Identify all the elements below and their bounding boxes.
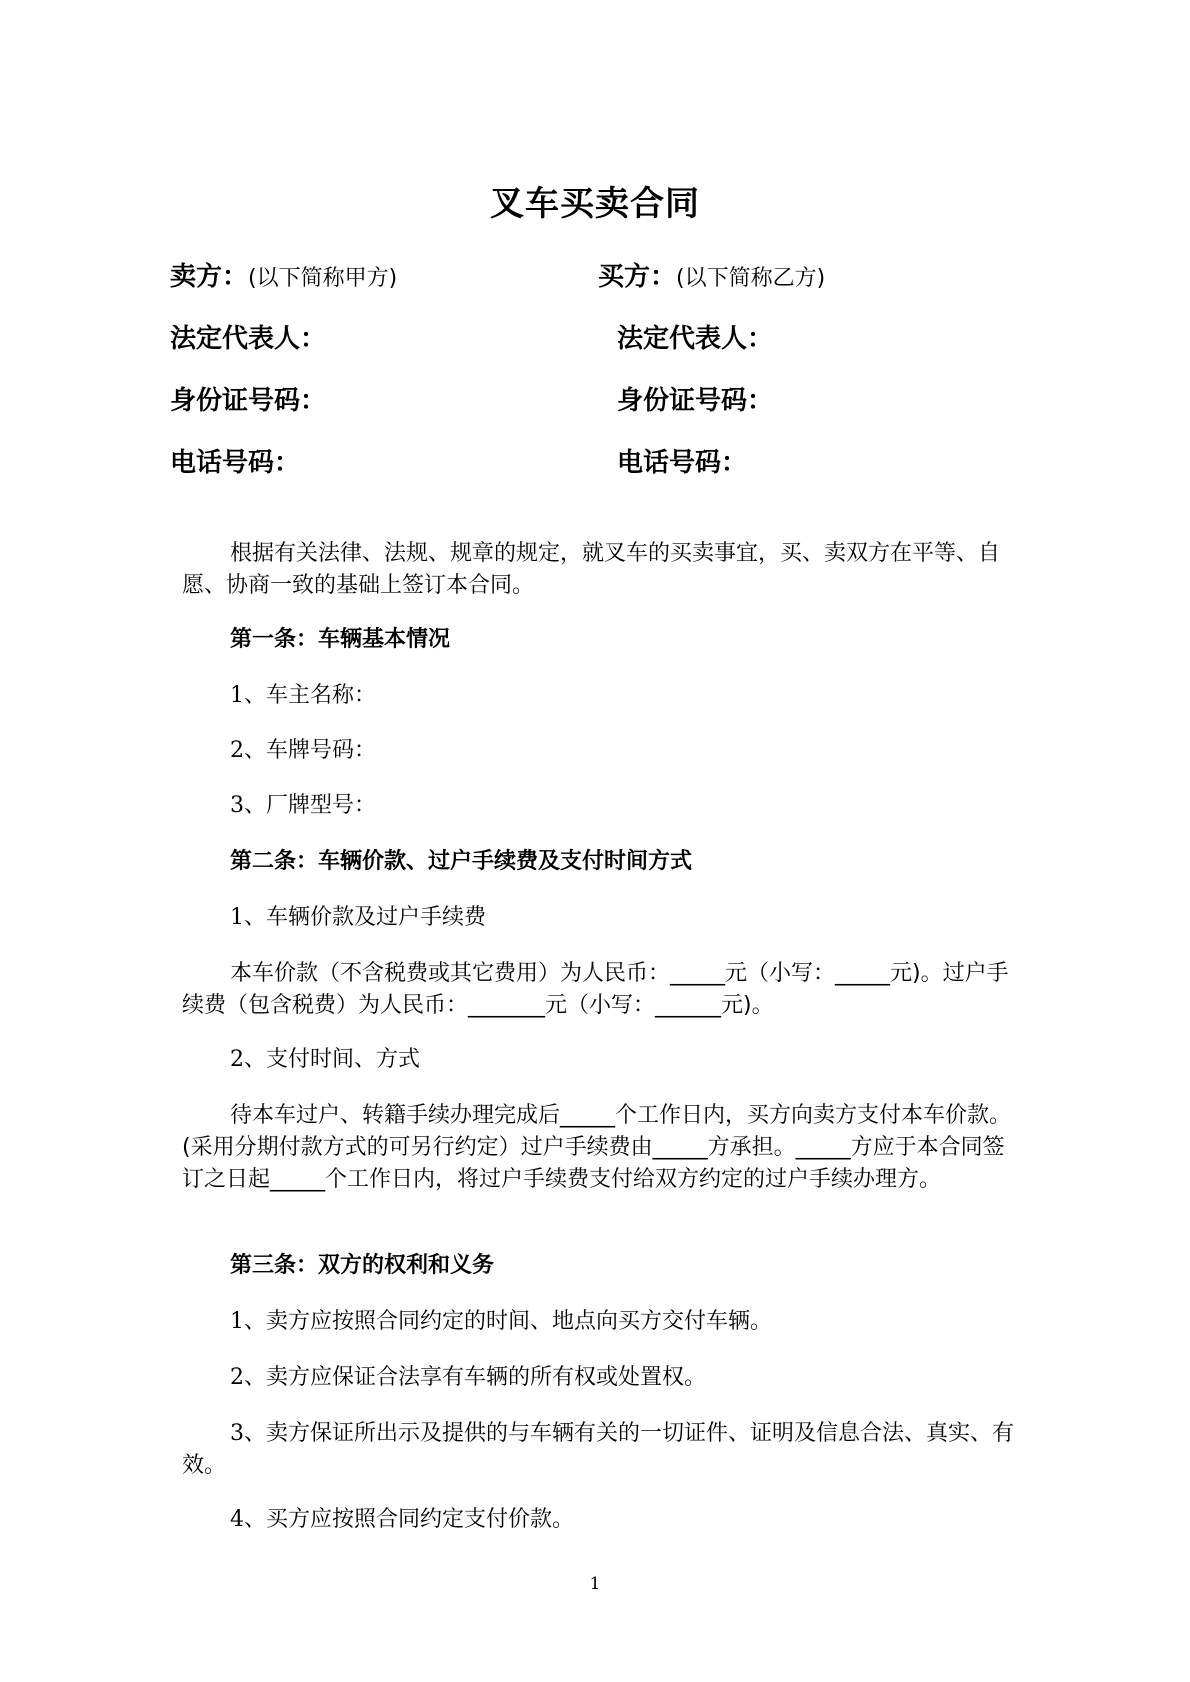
buyer-phone-label: 电话号码： (617, 448, 748, 478)
party-row-phone (0, 442, 1190, 482)
item-text: 、支付时间、方式 (244, 1047, 421, 1072)
party-row-legal-rep (0, 318, 1190, 358)
seller-field (170, 256, 397, 293)
item-number: 1 (230, 905, 244, 930)
item-number: 4 (230, 1507, 244, 1532)
buyer-field (598, 256, 825, 293)
item-text: 、车辆价款及过户手续费 (244, 905, 487, 930)
seller-legal-rep-label: 法定代表人： (170, 324, 327, 354)
party-row-names (0, 256, 1190, 296)
article3-item3 (182, 1418, 1022, 1482)
item-number: 3 (230, 793, 244, 818)
payment-paragraph: 待本车过户、转籍手续办理完成后_____个工作日内，买方向卖方支付本车价款。(采用分期付款方式的可另行约定）过户手续费由_____方承担。_____方应于本合同签订之日起_____个工作日内，将过户手续费支付给双方约定的过户手续办理方。 (182, 1103, 1012, 1192)
article1-item3 (230, 790, 376, 822)
article3-item4 (230, 1504, 574, 1536)
article2-item2 (230, 1044, 420, 1076)
page-number: 1 (589, 1574, 601, 1594)
buyer-note: (以下简称乙方) (676, 266, 826, 291)
article3-item1 (230, 1306, 772, 1338)
document-title: 叉车买卖合同 (490, 184, 700, 224)
seller-note: (以下简称甲方) (248, 266, 398, 291)
article1-item1 (230, 680, 376, 712)
item-number: 2 (230, 1047, 244, 1072)
article2-heading: 第二条：车辆价款、过户手续费及支付时间方式 (230, 849, 693, 874)
seller-phone-label: 电话号码： (170, 448, 301, 478)
buyer-id-label: 身份证号码： (617, 386, 774, 416)
article2-item1 (230, 902, 486, 934)
preamble-paragraph: 根据有关法律、法规、规章的规定，就叉车的买卖事宜，买、卖双方在平等、自愿、协商一致的基础上签订本合同。 (182, 541, 1001, 598)
item-number: 1 (230, 683, 244, 708)
item-number: 3 (230, 1421, 244, 1446)
party-row-id-number (0, 380, 1190, 420)
item-text: 、卖方保证所出示及提供的与车辆有关的一切证件、证明及信息合法、真实、有效。 (182, 1421, 1015, 1478)
seller-label: 卖方： (170, 262, 249, 292)
item-text: 、买方应按照合同约定支付价款。 (244, 1507, 575, 1532)
item-number: 2 (230, 1365, 244, 1390)
item-number: 1 (230, 1309, 244, 1334)
article1-item2 (230, 735, 376, 767)
price-paragraph: 本车价款（不含税费或其它费用）为人民币：_____元（小写：_____元)。过户手续费（包含税费）为人民币：_______元（小写：______元)。 (182, 961, 1009, 1018)
article3-item2 (230, 1362, 706, 1394)
item-text: 、卖方应保证合法享有车辆的所有权或处置权。 (244, 1365, 707, 1390)
item-text: 、车牌号码： (244, 738, 377, 763)
item-text: 、厂牌型号： (244, 793, 377, 818)
item-number: 2 (230, 738, 244, 763)
seller-id-label: 身份证号码： (170, 386, 327, 416)
buyer-label: 买方： (598, 262, 677, 292)
buyer-legal-rep-label: 法定代表人： (617, 324, 774, 354)
article3-heading: 第三条：双方的权利和义务 (230, 1253, 495, 1278)
item-text: 、卖方应按照合同约定的时间、地点向买方交付车辆。 (244, 1309, 773, 1334)
item-text: 、车主名称： (244, 683, 377, 708)
article1-heading: 第一条：车辆基本情况 (230, 627, 451, 652)
